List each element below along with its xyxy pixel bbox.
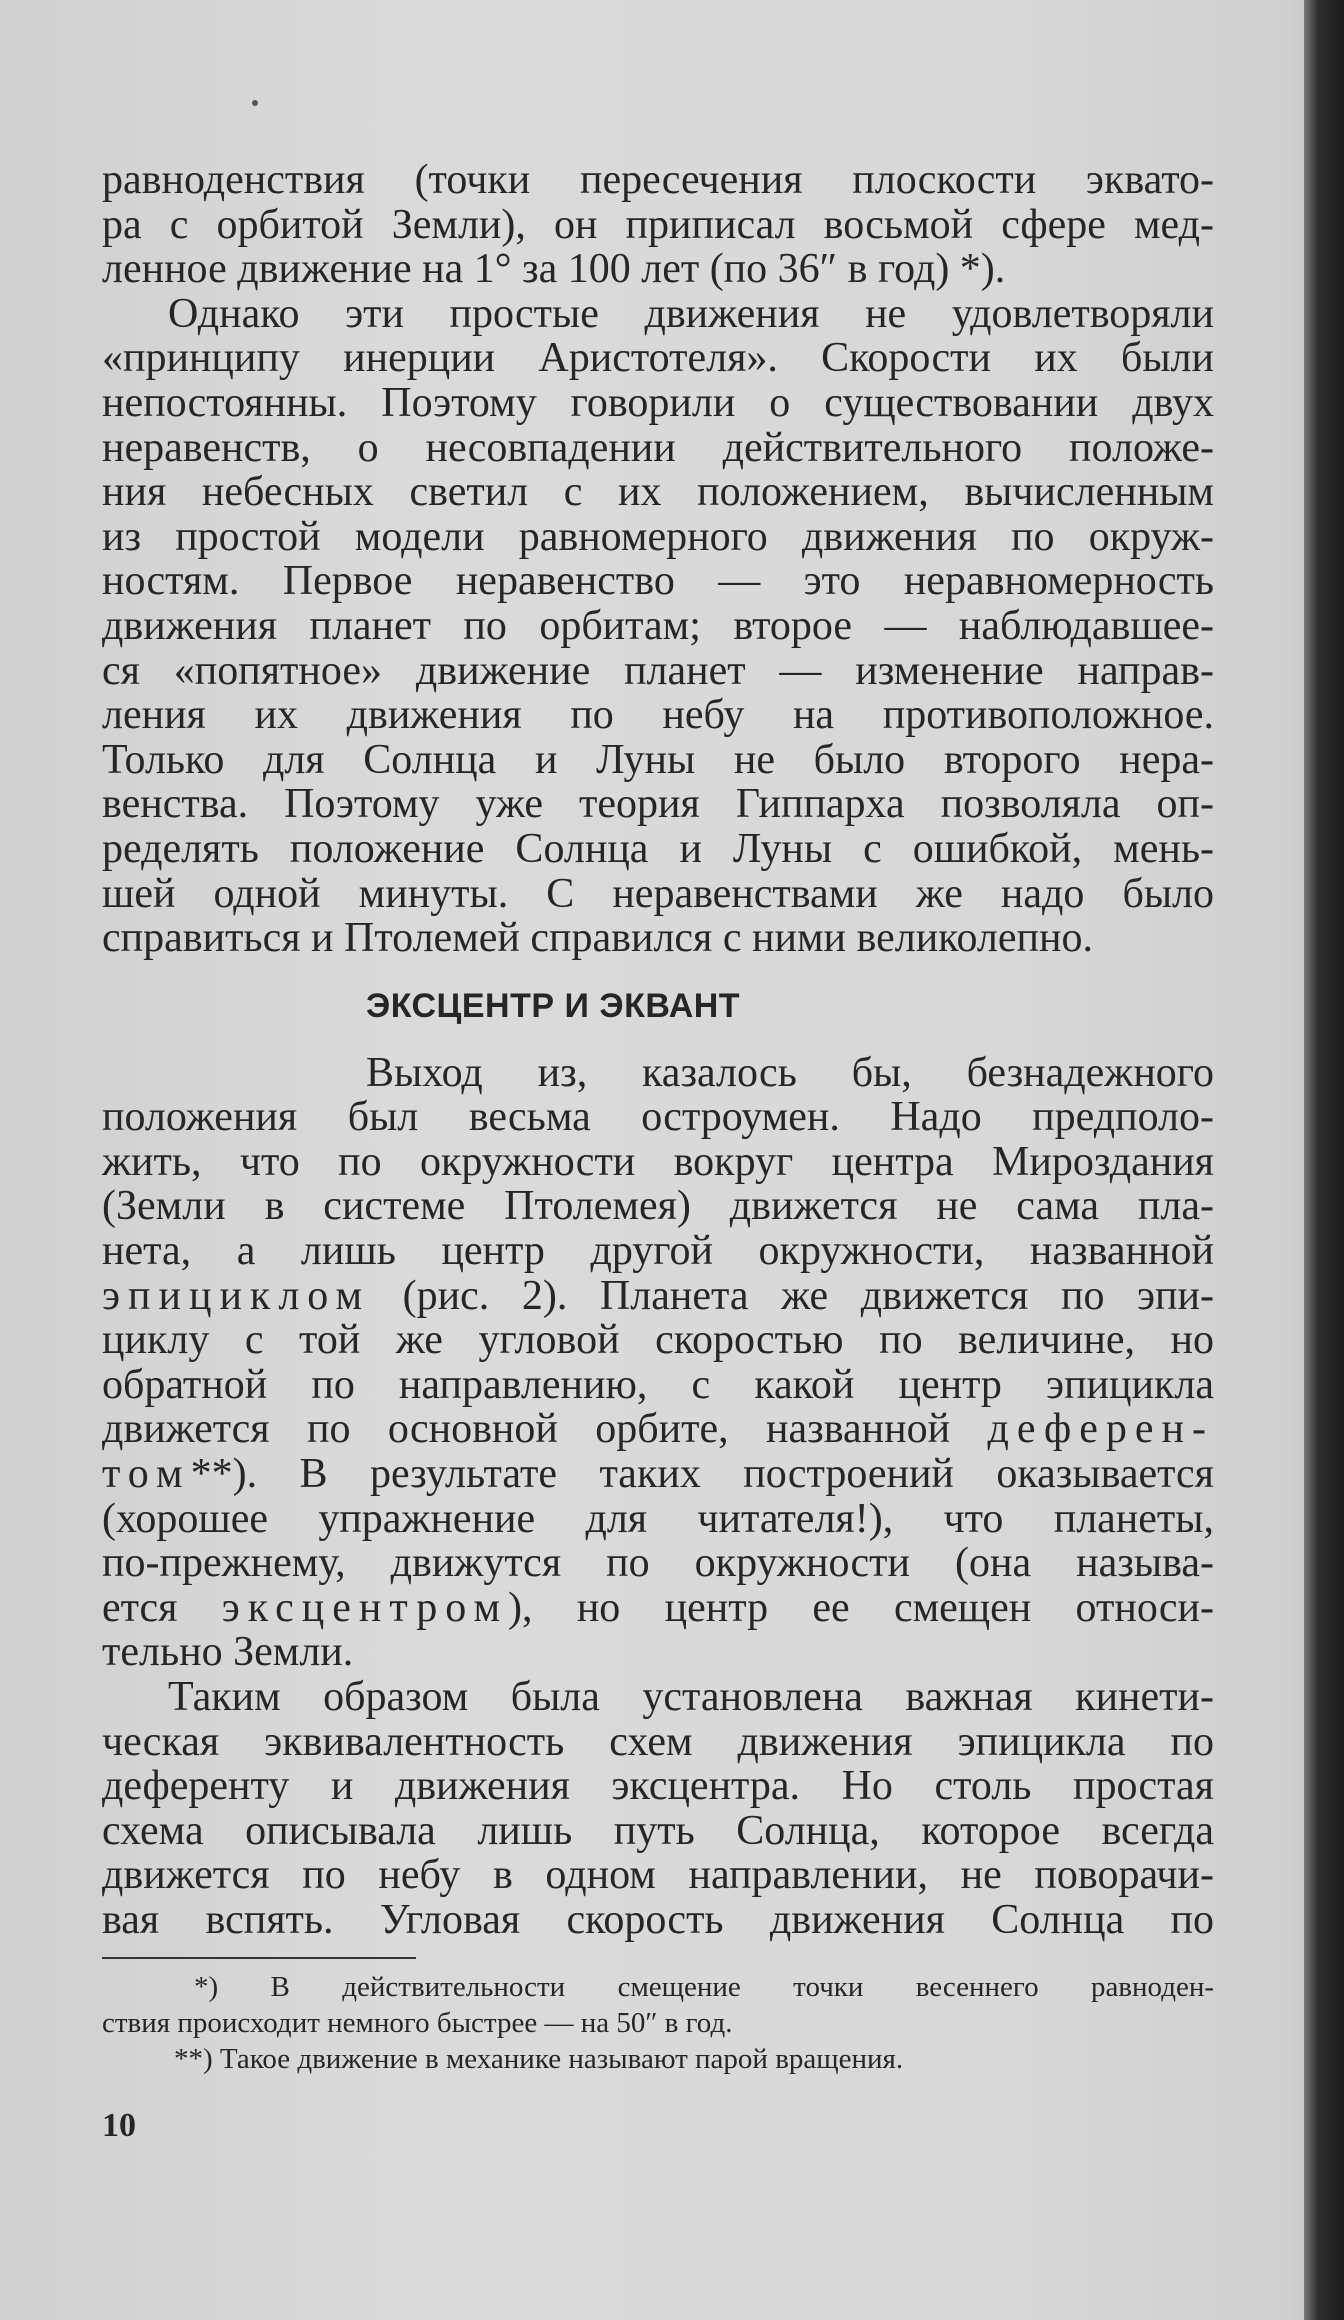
para3-line: движется по основной орбите, названной [102, 1406, 988, 1453]
para2-line: ния небесных светил с их положением, вычисленным [102, 469, 1214, 516]
paragraph-2-end [102, 916, 1214, 961]
term-deferent: деферен- [987, 1406, 1214, 1453]
term-deferent-end: том [102, 1451, 191, 1498]
para3-line: обратной по направлению, с какой центр эпицикла [102, 1361, 1214, 1408]
book-binding-shadow [1304, 0, 1344, 2320]
para1-line: ра с орбитой Земли), он приписал восьмой сфере мед- [102, 201, 1214, 248]
footnote-1 [102, 1969, 1214, 2005]
footnote-1-end [102, 2005, 1214, 2041]
footnote-2 [102, 2041, 1214, 2077]
para2-line: венства. Поэтому уже теория Гиппарха позволяла оп- [102, 781, 1214, 828]
para4-line: схема описывала лишь путь Солнца, которое всегда [102, 1807, 1214, 1854]
para2-line: Только для Солнца и Луны не было второго нера- [102, 736, 1214, 783]
para3-line: циклу с той же угловой скоростью по величине, но [102, 1317, 1214, 1364]
paragraph-2 [102, 292, 1214, 337]
para3-line: положения был весьма остроумен. Надо предполо- [102, 1094, 1214, 1141]
para3-line: Выход из, казалось бы, безнадежного [366, 1049, 1214, 1096]
para3-line: (Земли в системе Птолемея) движется не сама пла- [102, 1183, 1214, 1230]
para2-line: справиться и Птолемей справился с ними великолепно. [102, 915, 1093, 962]
footnote-2-line: **) Такое движение в механике называют парой вращения. [174, 2042, 904, 2075]
para2-line: неравенств, о несовпадении действительного положе- [102, 424, 1214, 471]
para3-line: нета, а лишь центр другой окружности, названной [102, 1228, 1214, 1275]
para2-line: ностям. Первое неравенство — это неравномерность [102, 558, 1214, 605]
page-number: 10 [102, 2106, 136, 2144]
para1-line: равноденствия (точки пересечения плоскости эквато- [102, 157, 1214, 203]
paragraph-2-body [102, 336, 1214, 916]
para3-line: **). В результате таких построений оказывается [190, 1451, 1214, 1498]
paragraph-3-end [102, 1630, 1214, 1675]
term-epicycle: эпициклом [102, 1272, 371, 1319]
paragraph-4 [102, 1675, 1214, 1720]
para4-line: деференту и движения эксцентра. Но столь простая [102, 1763, 1214, 1810]
para3-line: ), но центр ее смещен относи- [508, 1584, 1214, 1631]
para2-line: «принципу инерции Аристотеля». Скорости их были [102, 335, 1214, 382]
para3-line: тельно Земли. [102, 1629, 354, 1676]
para2-line: ределять положение Солнца и Луны с ошибкой, мень- [102, 825, 1214, 872]
term-eccentric: эксцентром [221, 1584, 509, 1631]
para2-line: непостоянны. Поэтому говорили о существовании двух [102, 379, 1214, 426]
footnote-1-line: *) В действительности смещение точки весеннего равноден- [194, 1970, 1214, 2003]
paragraph-1-end [102, 247, 1214, 292]
para2-line: из простой модели равномерного движения по окруж- [102, 513, 1214, 560]
para4-line: ческая эквивалентность схем движения эпицикла по [102, 1718, 1214, 1765]
para2-line: шей одной минуты. С неравенствами же надо было [102, 870, 1214, 917]
para3-line: (рис. 2). Планета же движется по эпи- [370, 1272, 1214, 1319]
para3-line: жить, что по окружности вокруг центра Мироздания [102, 1138, 1214, 1185]
para4-line: Таким образом была установлена важная кинети- [168, 1674, 1214, 1720]
para1-line: ленное движение на 1° за 100 лет (по 36″ в год) *). [102, 246, 1006, 293]
paragraph-1 [102, 158, 1214, 247]
para2-line: движения планет по орбитам; второе — наблюдавшее- [102, 602, 1214, 649]
paragraph-3-first [102, 1051, 1214, 1096]
para3-line: по-прежнему, движутся по окружности (она называ- [102, 1540, 1214, 1587]
para3-line: ется [102, 1584, 222, 1631]
para2-line: ления их движения по небу на противоположное. [102, 692, 1214, 739]
para3-line: (хорошее упражнение для читателя!), что планеты, [102, 1495, 1214, 1542]
section-heading: ЭКСЦЕНТР И ЭКВАНТ [366, 986, 741, 1025]
paragraph-4-body [102, 1720, 1214, 1943]
para2-line: Однако эти простые движения не удовлетворяли [168, 290, 1214, 337]
footnote-1-line: ствия происходит немного быстрее — на 50″ в год. [102, 2006, 733, 2039]
footnote-rule [102, 1957, 416, 1959]
para4-line: движется по небу в одном направлении, не поворачи- [102, 1852, 1214, 1899]
para2-line: ся «попятное» движение планет — изменение направ- [102, 647, 1214, 694]
page-content [102, 158, 1214, 2145]
paragraph-3 [102, 1095, 1214, 1630]
print-speck [252, 100, 258, 106]
para4-line: вая вспять. Угловая скорость движения Солнца по [102, 1896, 1214, 1943]
